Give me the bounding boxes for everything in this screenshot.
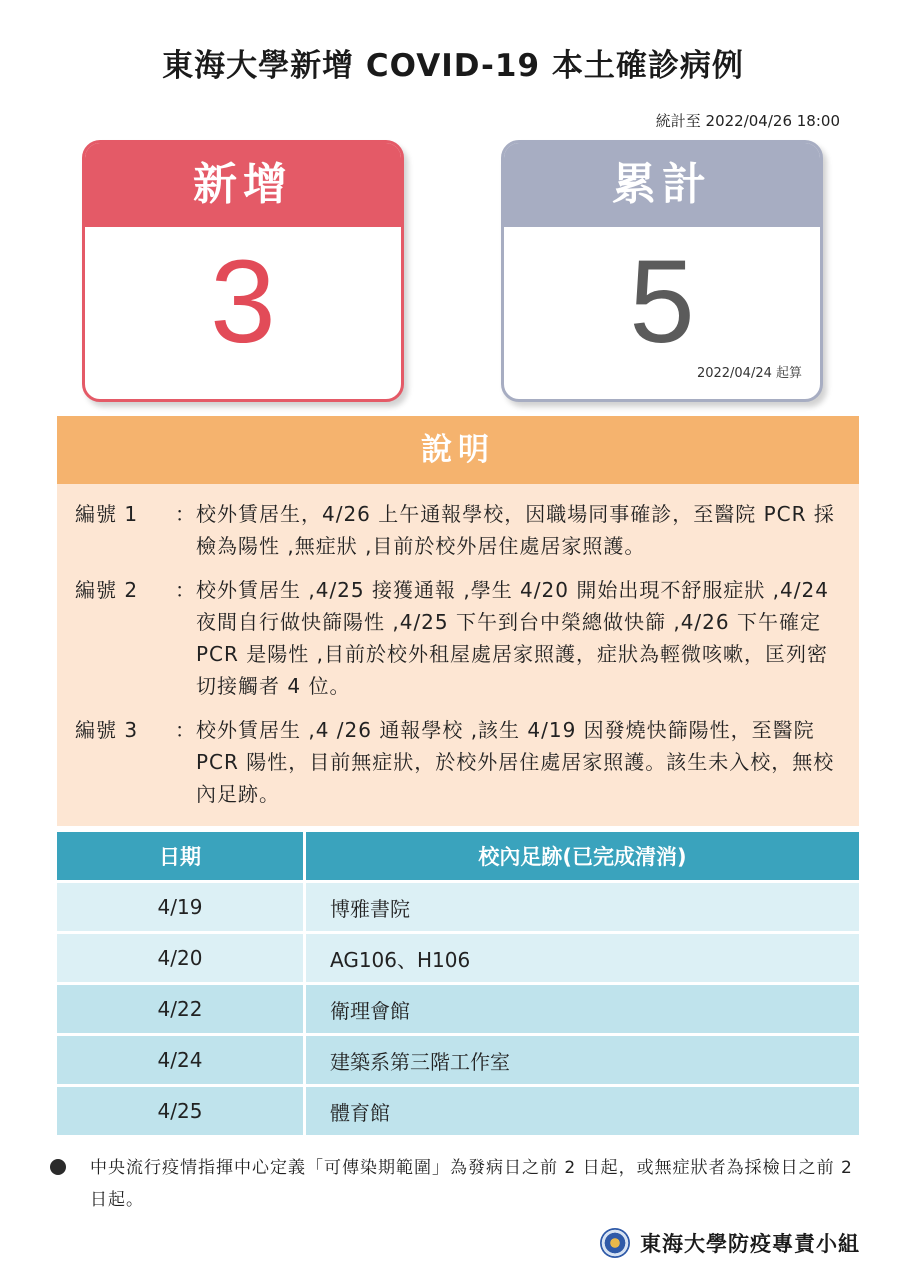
table-row: [57, 1086, 859, 1136]
table-row: [57, 882, 859, 933]
footprint-table: [57, 832, 859, 1135]
case-colon: ：: [175, 502, 196, 526]
place-cell: 博雅書院: [305, 882, 860, 933]
case-label: 編號 1: [75, 502, 139, 526]
date-column-header: 日期: [57, 832, 305, 882]
university-seal-icon: [600, 1228, 630, 1258]
bullet-icon: [50, 1159, 66, 1175]
date-cell: 4/24: [57, 1035, 305, 1086]
page-title: 東海大學新增 COVID-19 本土確診病例: [162, 48, 744, 84]
table-row: [57, 984, 859, 1035]
table-row: [57, 1035, 859, 1086]
place-cell: AG106、H106: [305, 933, 860, 984]
explanation-panel: [57, 416, 859, 826]
place-cell: 衛理會館: [305, 984, 860, 1035]
total-cases-label: 累計: [504, 143, 820, 227]
place-cell: 體育館: [305, 1086, 860, 1136]
case-colon: ：: [175, 578, 196, 602]
total-cases-value: 5: [629, 236, 695, 368]
table-row: [57, 933, 859, 984]
footnote-text: 中央流行疫情指揮中心定義「可傳染期範圍」為發病日之前 2 日起，或無症狀者為採檢日之前 2 日起。: [90, 1158, 853, 1210]
explanation-title: 說明: [57, 416, 859, 484]
case-item: [57, 714, 859, 810]
total-cases-card: [501, 140, 823, 402]
case-text: 校外賃居生 ,4 /26 通報學校 ,該生 4/19 因發燒快篩陽性，至醫院 PCR 陽性，目前無症狀，於校外居住處居家照護。該生未入校，無校內足跡。: [196, 718, 835, 806]
footprint-column-header: 校內足跡(已完成清消): [305, 832, 860, 882]
date-cell: 4/22: [57, 984, 305, 1035]
new-cases-card: [82, 140, 404, 402]
footnote: [50, 1152, 860, 1216]
case-text: 校外賃居生，4/26 上午通報學校，因職場同事確診，至醫院 PCR 採檢為陽性 ,無症狀 ,目前於校外居住處居家照護。: [196, 502, 835, 558]
organization-name: 東海大學防疫專責小組: [640, 1232, 860, 1256]
case-colon: ：: [175, 718, 196, 742]
date-cell: 4/20: [57, 933, 305, 984]
organization-signature: [600, 1228, 860, 1258]
place-cell: 建築系第三階工作室: [305, 1035, 860, 1086]
case-text: 校外賃居生 ,4/25 接獲通報 ,學生 4/20 開始出現不舒服症狀 ,4/24 夜間自行做快篩陽性 ,4/25 下午到台中榮總做快篩 ,4/26 下午確定 PCR 是陽性 ,目前於校外租屋處居家照護，症狀為輕微咳嗽，匡列密切接觸者 4 位。: [196, 578, 829, 698]
table-header-row: [57, 832, 859, 882]
case-label: 編號 3: [75, 718, 139, 742]
new-cases-label: 新增: [85, 143, 401, 227]
new-cases-value: 3: [210, 236, 276, 368]
case-label: 編號 2: [75, 578, 139, 602]
date-cell: 4/19: [57, 882, 305, 933]
date-cell: 4/25: [57, 1086, 305, 1136]
case-item: [57, 574, 859, 702]
total-cases-note: 2022/04/24 起算: [696, 366, 802, 381]
as-of-timestamp: 統計至 2022/04/26 18:00: [655, 112, 840, 130]
case-item: [57, 498, 859, 562]
